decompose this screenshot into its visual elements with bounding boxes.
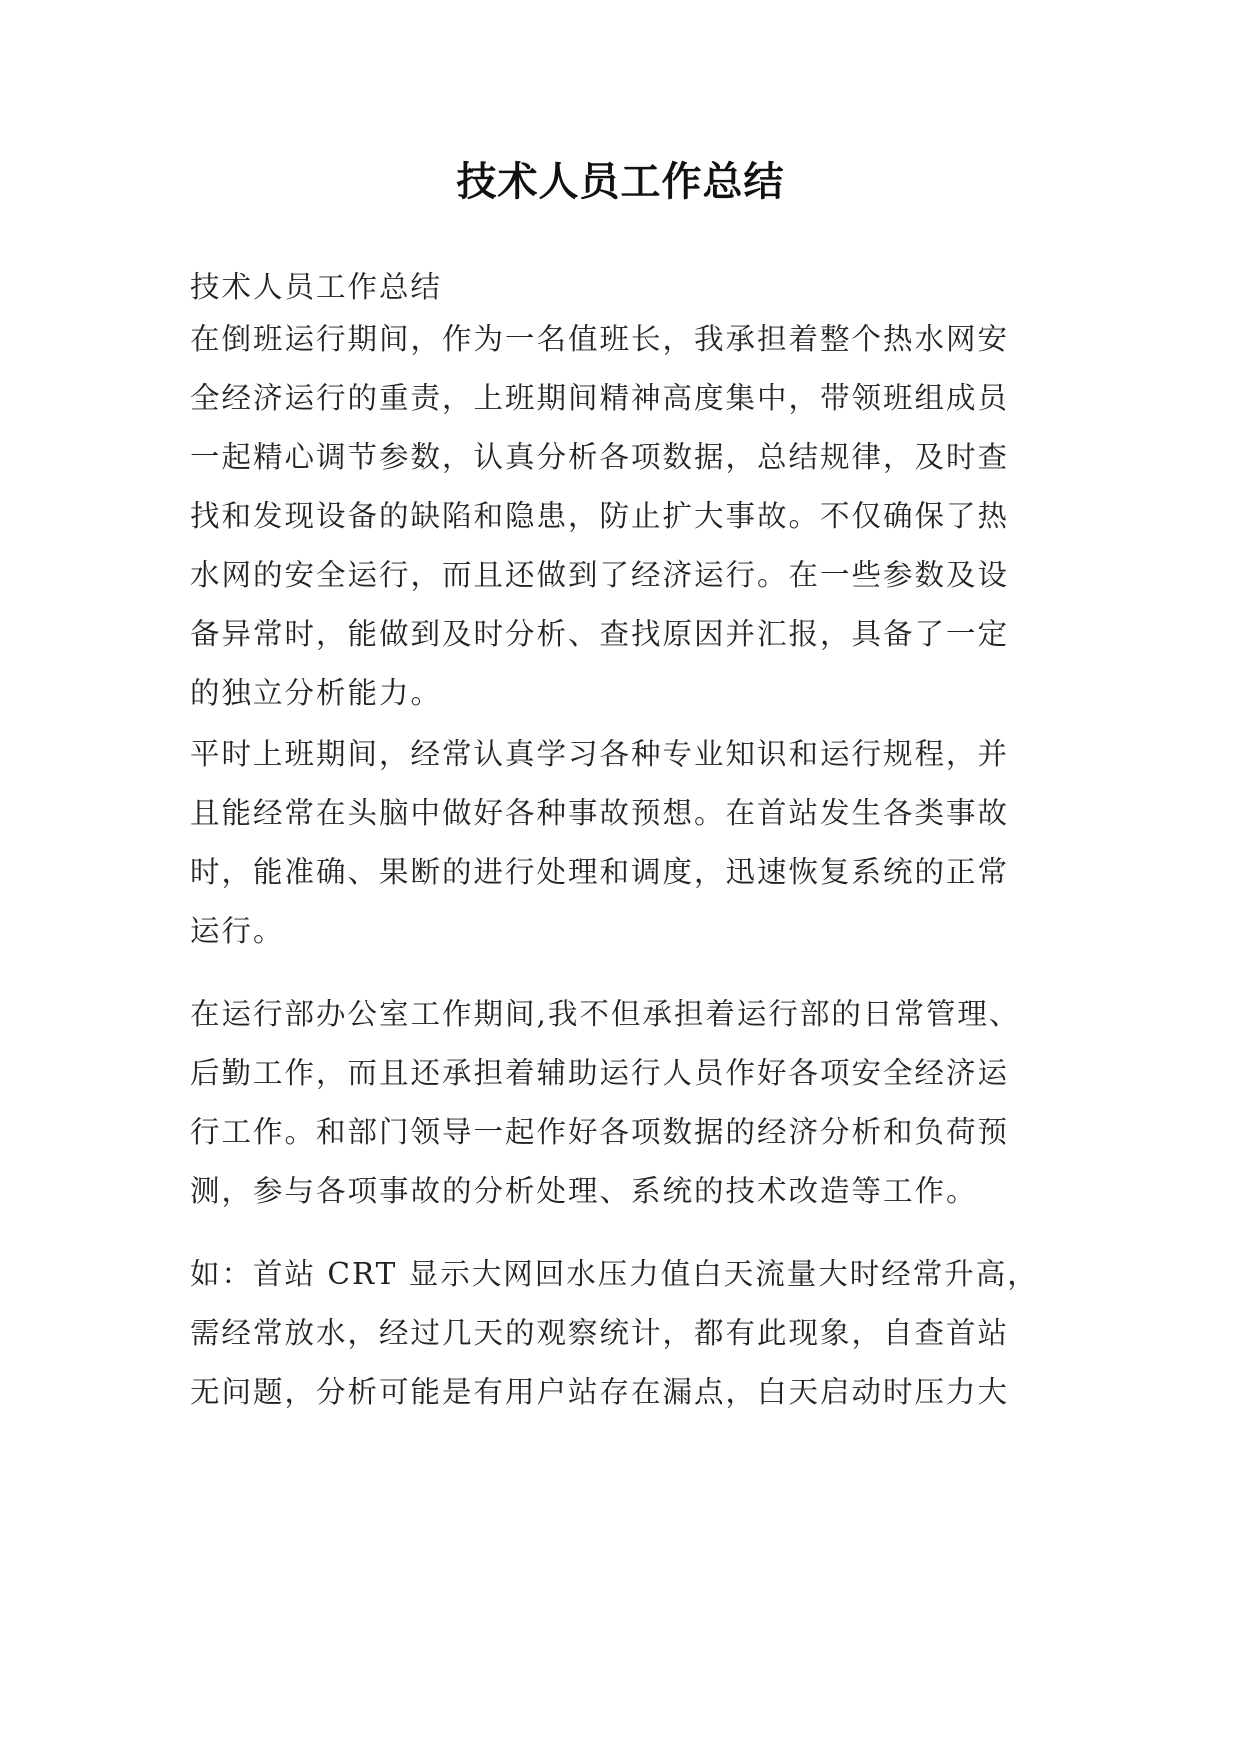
paragraph-example-crt: 如：首站 CRT 显示大网回水压力值白天流量大时经常升高， 需经常放水，经过几天的观察统计，都有此现象，自查首站 无问题，分析可能是有用户站存在漏点，白天启动时压力大: [190, 1257, 1039, 1409]
paragraph-shift-duty: 在倒班运行期间，作为一名值班长，我承担着整个热水网安 全经济运行的重责，上班期间精神高度集中，带领班组成员 一起精心调节参数，认真分析各项数据，总结规律，及时查 找和发现设备的缺陷和隐患，防止扩大事故。不仅确保了热 水网的安全运行，而且还做到了经济运行。在一些参数及设 备异常时，能做到及时分析、查找原因并汇报，具备了一定 的独立分析能力。: [190, 322, 1010, 710]
paragraph-office-work: 在运行部办公室工作期间,我不但承担着运行部的日常管理、 后勤工作，而且还承担着辅助运行人员作好各项安全经济运 行工作。和部门领导一起作好各项数据的经济分析和负荷预 测，参与各项事故的分析处理、系统的技术改造等工作。: [190, 997, 1021, 1208]
document-title: 技术人员工作总结: [456, 159, 785, 205]
subtitle-line: 技术人员工作总结: [190, 270, 443, 304]
paragraph-daily-study: 平时上班期间，经常认真学习各种专业知识和运行规程，并 且能经常在头脑中做好各种事故预想。在首站发生各类事故 时，能准确、果断的进行处理和调度，迅速恢复系统的正常 运行。: [190, 737, 1010, 948]
